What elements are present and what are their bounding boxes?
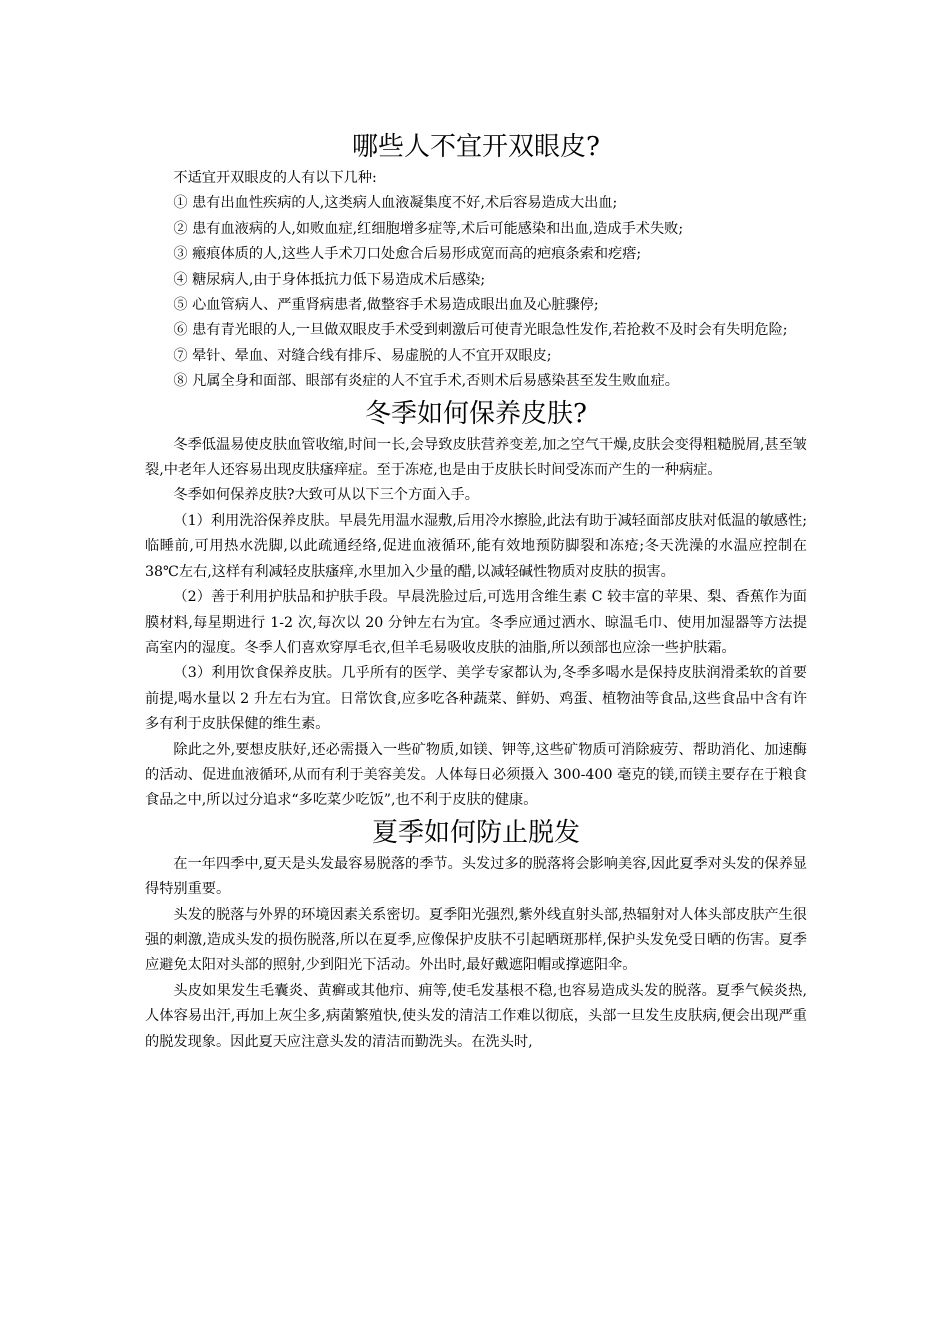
paragraph: 头皮如果发生毛囊炎、黄癣或其他疖、痈等,使毛发基根不稳,也容易造成头发的脱落。夏季气候炎热,人体容易出汗,再加上灰尘多,病菌繁殖快,使头发的清洁工作难以彻底，头部一旦发生皮肤病,便会出现严重的脱发现象。因此夏天应注意头发的清洁而勤洗头。在洗头时, [145, 982, 807, 1050]
paragraph: 头发的脱落与外界的环境因素关系密切。夏季阳光强烈,紫外线直射头部,热辐射对人体头部皮肤产生很强的刺激,造成头发的损伤脱落,所以在夏季,应像保护皮肤不引起晒斑那样,保护头发免受日晒的伤害。夏季应避免太阳对头部的照射,少到阳光下活动。外出时,最好戴遮阳帽或撑遮阳伞。 [145, 906, 807, 974]
list-item: ⑧ 凡属全身和面部、眼部有炎症的人不宜手术,否则术后易感染甚至发生败血症。 [173, 373, 679, 390]
list-item: ⑦ 晕针、晕血、对缝合线有排斥、易虚脱的人不宜开双眼皮; [173, 347, 552, 364]
paragraph: 冬季低温易使皮肤血管收缩,时间一长,会导致皮肤营养变差,加之空气干燥,皮肤会变得粗糙脱屑,甚至皱裂,中老年人还容易出现皮肤瘙痒症。至于冻疮,也是由于皮肤长时间受冻而产生的一种病症。 [145, 436, 807, 479]
list-item: ④ 糖尿病人,由于身体抵抗力低下易造成术后感染; [173, 271, 486, 288]
document-page [145, 128, 807, 1055]
list-item: ⑤ 心血管病人、严重肾病患者,做整容手术易造成眼出血及心脏骤停; [173, 297, 599, 314]
section-winter-skin [145, 395, 807, 814]
section-double-eyelid [145, 128, 807, 395]
list-item: ② 患有血液病的人,如败血症,红细胞增多症等,术后可能感染和出血,造成手术失败; [173, 220, 684, 237]
paragraph: （3）利用饮食保养皮肤。几乎所有的医学、美学专家都认为,冬季多喝水是保持皮肤润滑柔软的首要前提,喝水量以 2 升左右为宜。日常饮食,应多吃各种蔬菜、鲜奶、鸡蛋、植物油等食品,这些食品中含有许多有利于皮肤保健的维生素。 [145, 665, 807, 733]
paragraph: （2）善于利用护肤品和护肤手段。早晨洗脸过后,可选用含维生素 C 较丰富的苹果、梨、香蕉作为面膜材料,每星期进行 1-2 次,每次以 20 分钟左右为宜。冬季应通过洒水、晾温毛巾、使用加湿器等方法提高室内的湿度。冬季人们喜欢穿厚毛衣,但羊毛易吸收皮肤的油脂,所以颈部也应涂一些护肤霜。 [145, 589, 807, 656]
paragraph: 不适宜开双眼皮的人有以下几种: [173, 170, 377, 186]
section-title: 夏季如何防止脱发 [371, 817, 580, 848]
paragraph: 在一年四季中,夏天是头发最容易脱落的季节。头发过多的脱落将会影响美容,因此夏季对头发的保养显得特别重要。 [145, 855, 807, 898]
section-title: 哪些人不宜开双眼皮? [352, 132, 600, 162]
paragraph: 除此之外,要想皮肤好,还必需摄入一些矿物质,如镁、钾等,这些矿物质可消除疲劳、帮助消化、加速酶的活动、促进血液循环,从而有利于美容美发。人体每日必须摄入 300-400 毫克的镁,而镁主要存在于粮食食品之中,所以过分追求“多吃菜少吃饭”,也不利于皮肤的健康。 [145, 741, 807, 809]
paragraph: （1）利用洗浴保养皮肤。早晨先用温水湿敷,后用冷水擦脸,此法有助于减轻面部皮肤对低温的敏感性;临睡前,可用热水洗脚,以此疏通经络,促进血液循环,能有效地预防脚裂和冻疮;冬天洗澡的水温应控制在 38℃左右,这样有利减轻皮肤瘙痒,水里加入少量的醋,以减轻碱性物质对皮肤的损害。 [145, 512, 807, 580]
section-title: 冬季如何保养皮肤? [365, 398, 587, 429]
list-item: ⑥ 患有青光眼的人,一旦做双眼皮手术受到刺激后可使青光眼急性发作,若抢救不及时会有失明危险; [173, 322, 788, 339]
list-item: ③ 瘢痕体质的人,这些人手术刀口处愈合后易形成宽而高的疤痕条索和疙瘩; [173, 246, 642, 263]
list-item: ① 患有出血性疾病的人,这类病人血液凝集度不好,术后容易造成大出血; [173, 195, 618, 212]
paragraph: 冬季如何保养皮肤?大致可从以下三个方面入手。 [173, 487, 479, 504]
section-summer-hair [145, 814, 807, 1055]
